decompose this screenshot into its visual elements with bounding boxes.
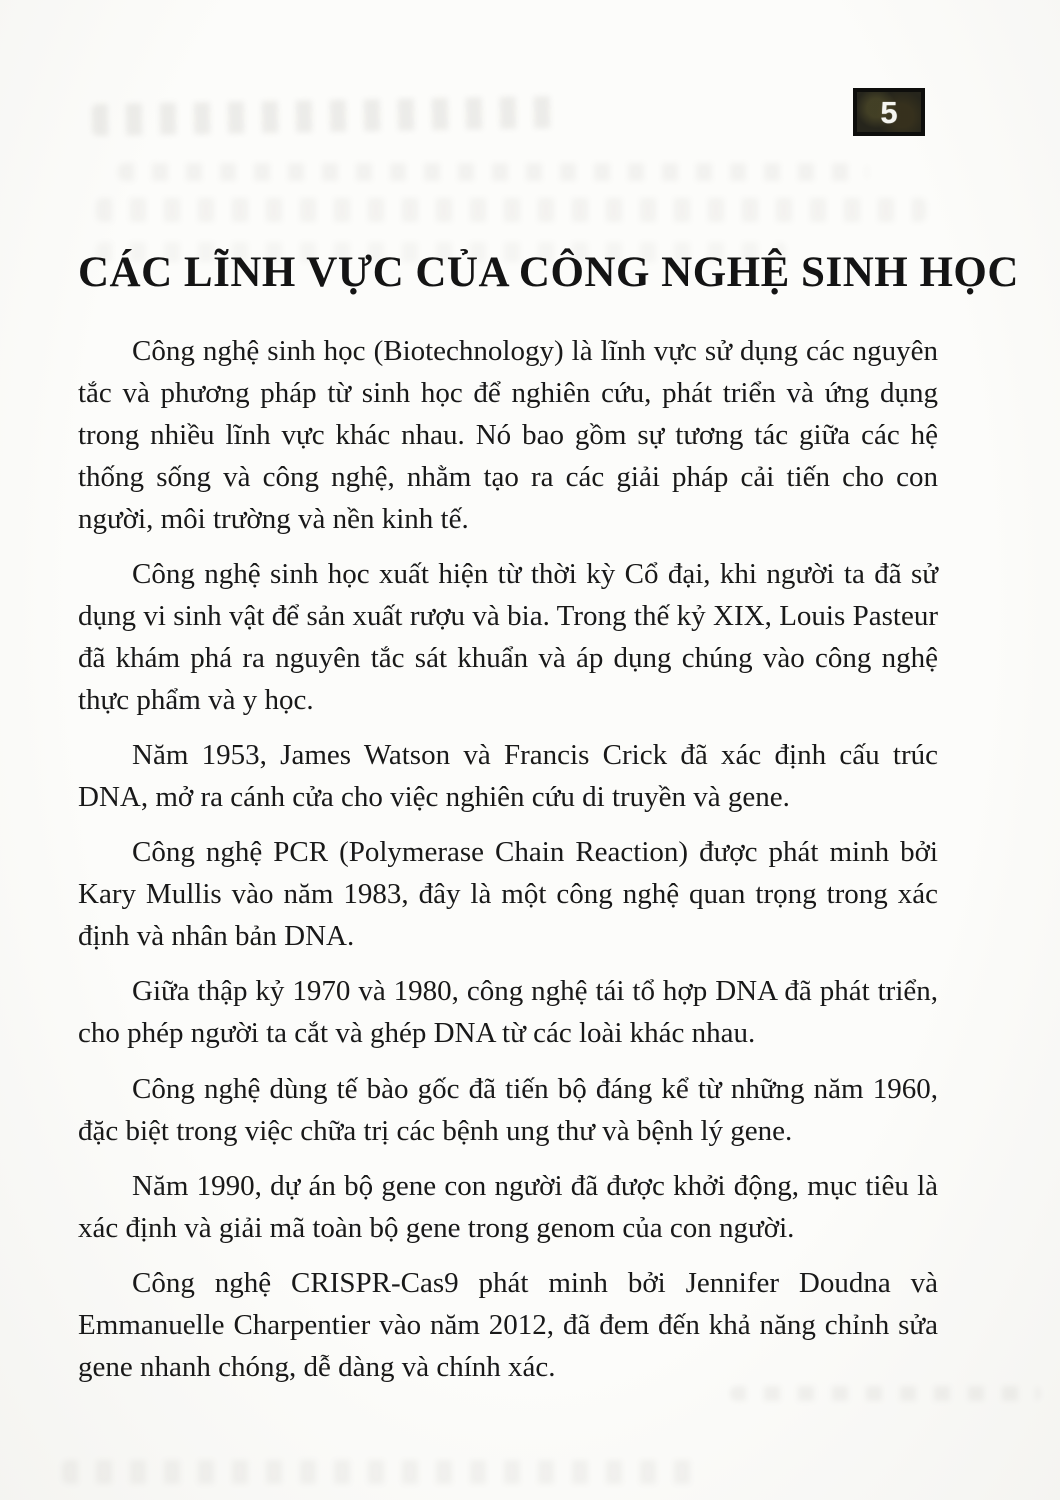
paragraph-intro: Công nghệ sinh học (Biotechnology) là lĩnh vực sử dụng các nguyên tắc và phương pháp từ sinh học để nghiên cứu, phát triển và ứng dụng trong nhiều lĩnh vực khác nhau. Nó bao gồm sự tương tác giữa các hệ thống sống và công nghệ, nhằm tạo ra các giải pháp cải tiến cho con người, môi trường và nền kinh tế.	[78, 334, 938, 535]
page-number-badge	[853, 88, 925, 136]
paragraph-recombinant: Giữa thập kỷ 1970 và 1980, công nghệ tái tổ hợp DNA đã phát triển, cho phép người ta cắt và ghép DNA từ các loài khác nhau.	[78, 975, 938, 1050]
page-number: 5	[880, 94, 898, 130]
bleedthrough-artifact	[62, 1460, 702, 1484]
bleedthrough-artifact	[96, 198, 926, 222]
paragraph-genome-1990: Năm 1990, dự án bộ gene con người đã được khởi động, mục tiêu là xác định và giải mã toàn bộ gene trong genom của con người.	[78, 1169, 938, 1244]
chapter-title: CÁC LĨNH VỰC CỦA CÔNG NGHỆ SINH HỌC	[78, 249, 1019, 296]
bleedthrough-artifact	[118, 163, 868, 181]
paragraph-crispr: Công nghệ CRISPR-Cas9 phát minh bởi Jennifer Doudna và Emmanuelle Charpentier vào năm 2012, đã đem đến khả năng chỉnh sửa gene nhanh chóng, dễ dàng và chính xác.	[78, 1266, 938, 1383]
bleedthrough-artifact	[92, 96, 562, 136]
body-text	[78, 330, 938, 1388]
paragraph-pcr: Công nghệ PCR (Polymerase Chain Reaction) được phát minh bởi Kary Mullis vào năm 1983, đây là một công nghệ quan trọng trong xác định và nhân bản DNA.	[78, 836, 938, 953]
page-content	[78, 246, 1019, 1401]
paragraph-stem-cells: Công nghệ dùng tế bào gốc đã tiến bộ đáng kể từ những năm 1960, đặc biệt trong việc chữa trị các bệnh ung thư và bệnh lý gene.	[78, 1072, 938, 1147]
paragraph-history: Công nghệ sinh học xuất hiện từ thời kỳ Cổ đại, khi người ta đã sử dụng vi sinh vật để sản xuất rượu và bia. Trong thế kỷ XIX, Louis Pasteur đã khám phá ra nguyên tắc sát khuẩn và áp dụng chúng vào công nghệ thực phẩm và y học.	[78, 557, 938, 717]
paragraph-dna-1953: Năm 1953, James Watson và Francis Crick đã xác định cấu trúc DNA, mở ra cánh cửa cho việc nghiên cứu di truyền và gene.	[78, 739, 938, 814]
